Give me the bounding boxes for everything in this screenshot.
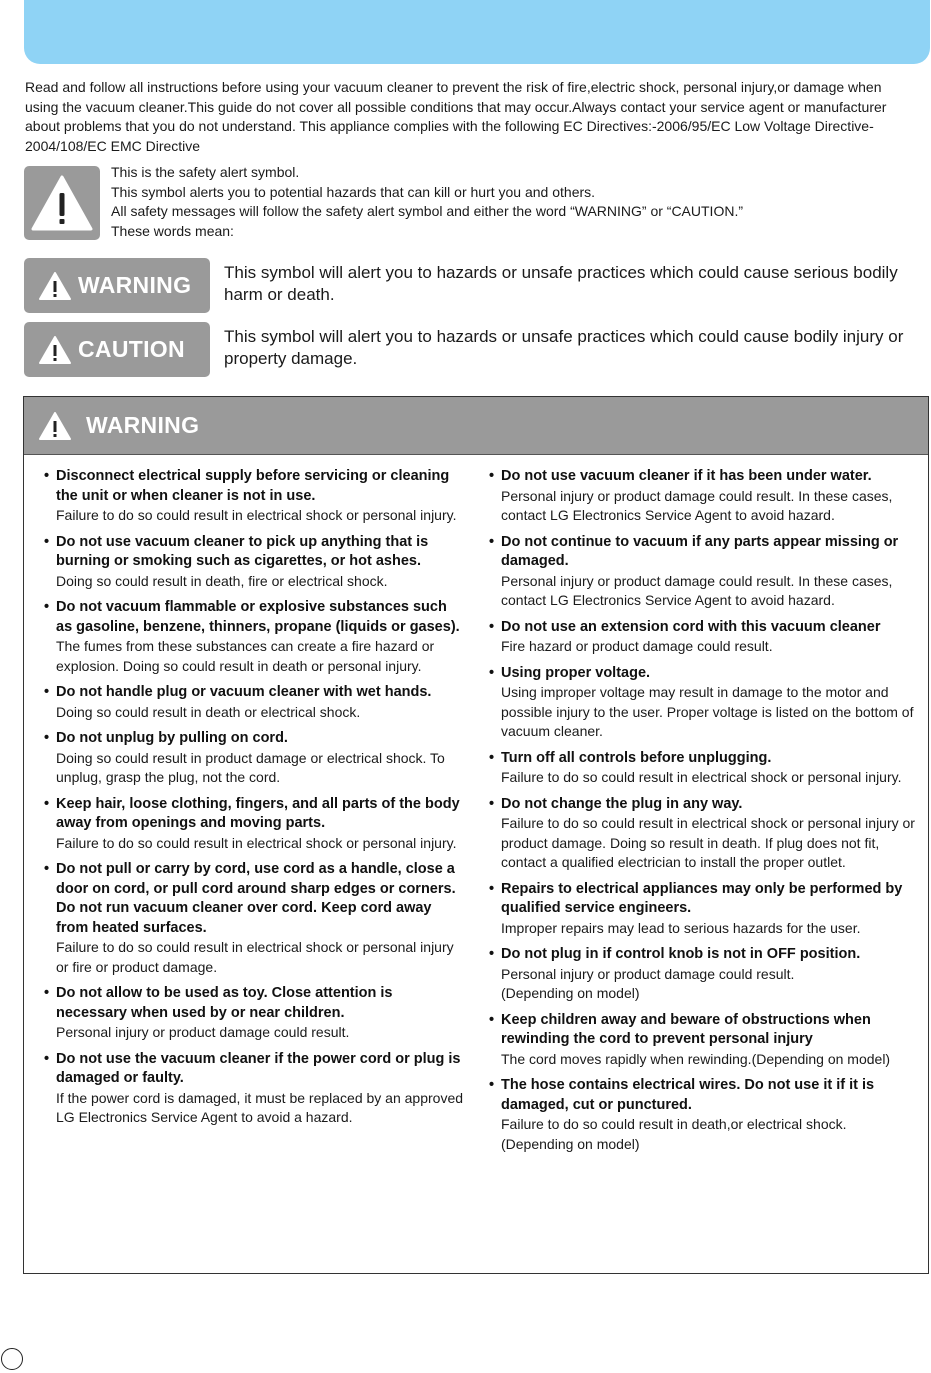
warning-item [489, 1011, 924, 1070]
warning-item [44, 729, 464, 788]
safety-alert-symbol-box [24, 166, 100, 240]
warning-item [44, 683, 464, 722]
warning-panel [23, 396, 929, 1274]
warning-definition: This symbol will alert you to hazards or unsafe practices which could cause serious bodily harm or death. [224, 263, 898, 304]
safety-symbol-text [111, 163, 891, 241]
warning-item [489, 467, 924, 526]
warning-item [489, 749, 924, 788]
warning-item-title: • Repairs to electrical appliances may only be performed by qualified service engineers. [489, 880, 924, 919]
caution-badge [24, 322, 210, 377]
warning-item-title: • Do not allow to be used as toy. Close attention is necessary when used by or near children. [44, 984, 464, 1023]
safety-symbol-line: These words mean: [111, 222, 234, 239]
caution-definition: This symbol will alert you to hazards or unsafe practices which could cause bodily injury or property damage. [224, 327, 904, 368]
safety-symbol-line: This symbol alerts you to potential hazards that can kill or hurt you and others. [111, 183, 596, 200]
warning-item-desc: Improper repairs may lead to serious hazards for the user. [501, 919, 861, 936]
warning-item-title: • Keep children away and beware of obstructions when rewinding the cord to prevent personal injury [489, 1011, 924, 1050]
intro-paragraph: Read and follow all instructions before using your vacuum cleaner to prevent the risk of fire,electric shock, personal injury,or damage when using the vacuum cleaner.This guide do not cover all possible conditions that may occur.Always contact your service agent or manufacturer about problems that you do not understand. This appliance complies with the following EC Directives:-2006/95/EC Low Voltage Directive-2004/108/EC EMC Directive [25, 79, 887, 154]
warning-item-desc: Failure to do so could result in electrical shock or personal injury or product damage. Doing so result in death. If plug does not fit, contact a qualified electrician to install the proper outlet. [501, 815, 915, 870]
warning-item-desc: Doing so could result in death or electrical shock. [56, 703, 361, 720]
warning-triangle-icon [38, 271, 72, 301]
warning-item [44, 795, 464, 854]
warning-item-desc: Failure to do so could result in electrical shock or personal injury. [56, 507, 457, 523]
warning-item-desc: Failure to do so could result in electrical shock or personal injury. [56, 834, 457, 851]
warning-item-desc: The cord moves rapidly when rewinding.(Depending on model) [501, 1050, 891, 1067]
warning-item-desc: If the power cord is damaged, it must be replaced by an approved LG Electronics Service Agent to avoid a hazard. [56, 1089, 464, 1125]
warning-triangle-icon [38, 411, 72, 441]
warning-item-title: • Do not change the plug in any way. [489, 795, 924, 815]
warning-item-note: (Depending on model) [501, 1135, 640, 1152]
warning-item [489, 945, 924, 1004]
warning-item-title: • Do not use an extension cord with this vacuum cleaner [489, 618, 924, 638]
warning-item-desc: Personal injury or product damage could result. In these cases, contact LG Electronics Service Agent to avoid hazard. [501, 487, 893, 523]
warning-item-title: • Do not continue to vacuum if any parts appear missing or damaged. [489, 533, 924, 572]
warning-item-title: • Do not vacuum flammable or explosive substances such as gasoline, benzene, thinners, propane (liquids or gases). [44, 598, 464, 637]
warning-item-title: • Do not use vacuum cleaner if it has been under water. [489, 467, 924, 487]
warning-item-title: • Do not pull or carry by cord, use cord as a handle, close a door on cord, or pull cord around sharp edges or corners. Do not run vacuum cleaner over cord. Keep cord away from heated surfaces. [44, 860, 464, 938]
warning-item-desc: Personal injury or product damage could result. [56, 1024, 350, 1040]
warning-item-desc: Failure to do so could result in death,or electrical shock. [501, 1116, 847, 1132]
safety-symbol-line: All safety messages will follow the safety alert symbol and either the word “WARNING” or “CAUTION.” [111, 203, 744, 219]
warning-item [44, 533, 464, 592]
caution-badge-label: CAUTION [78, 336, 185, 362]
warning-item-note: (Depending on model) [501, 985, 640, 1001]
warning-panel-header [24, 397, 928, 455]
warning-item [489, 664, 924, 742]
page-number-circle [1, 1348, 23, 1370]
warning-badge-label: WARNING [78, 272, 192, 298]
warning-column-left [44, 467, 464, 1135]
warning-item-desc: Failure to do so could result in electrical shock or personal injury or fire or product damage. [56, 939, 454, 975]
warning-item-title: • Do not use the vacuum cleaner if the power cord or plug is damaged or faulty. [44, 1050, 464, 1089]
safety-symbol-line: This is the safety alert symbol. [111, 164, 300, 180]
warning-item-title: • Keep hair, loose clothing, fingers, and all parts of the body away from openings and moving parts. [44, 795, 464, 834]
warning-item [489, 795, 924, 873]
warning-item [44, 1050, 464, 1128]
warning-item [489, 1076, 924, 1154]
warning-panel-title: WARNING [86, 412, 200, 438]
warning-item [44, 984, 464, 1043]
warning-item [489, 880, 924, 939]
warning-item [44, 467, 464, 526]
warning-column-right [489, 467, 924, 1161]
caution-triangle-icon [38, 335, 72, 365]
warning-item-desc: Doing so could result in product damage or electrical shock. To unplug, grasp the plug, not the cord. [56, 749, 445, 785]
warning-item-desc: Personal injury or product damage could result. [501, 965, 795, 982]
warning-badge [24, 258, 210, 313]
warning-item-desc: The fumes from these substances can create a fire hazard or explosion. Doing so could result in death or personal injury. [56, 638, 435, 674]
safety-alert-icon [30, 174, 94, 232]
warning-item [44, 598, 464, 676]
warning-item [489, 533, 924, 611]
top-banner [24, 0, 930, 64]
warning-item-title: • Disconnect electrical supply before servicing or cleaning the unit or when cleaner is not in use. [44, 467, 464, 506]
warning-item-desc: Failure to do so could result in electrical shock or personal injury. [501, 769, 902, 785]
warning-item-desc: Personal injury or product damage could result. In these cases, contact LG Electronics Service Agent to avoid hazard. [501, 572, 893, 608]
warning-item-title: • Do not use vacuum cleaner to pick up anything that is burning or smoking such as cigarettes, or hot ashes. [44, 533, 464, 572]
warning-item-title: • The hose contains electrical wires. Do not use it if it is damaged, cut or punctured. [489, 1076, 924, 1115]
warning-item-title: • Do not unplug by pulling on cord. [44, 729, 464, 749]
warning-item [489, 618, 924, 657]
warning-item-title: • Do not plug in if control knob is not in OFF position. [489, 945, 924, 965]
warning-item-title: • Do not handle plug or vacuum cleaner with wet hands. [44, 683, 464, 703]
warning-item-desc: Using improper voltage may result in damage to the motor and possible injury to the user. Proper voltage is listed on the bottom of vacuum cleaner. [501, 684, 914, 739]
warning-item-title: • Turn off all controls before unplugging. [489, 749, 924, 769]
warning-item-desc: Doing so could result in death, fire or electrical shock. [56, 572, 388, 589]
warning-item-desc: Fire hazard or product damage could result. [501, 638, 773, 654]
warning-item-title: • Using proper voltage. [489, 664, 924, 684]
warning-item [44, 860, 464, 977]
